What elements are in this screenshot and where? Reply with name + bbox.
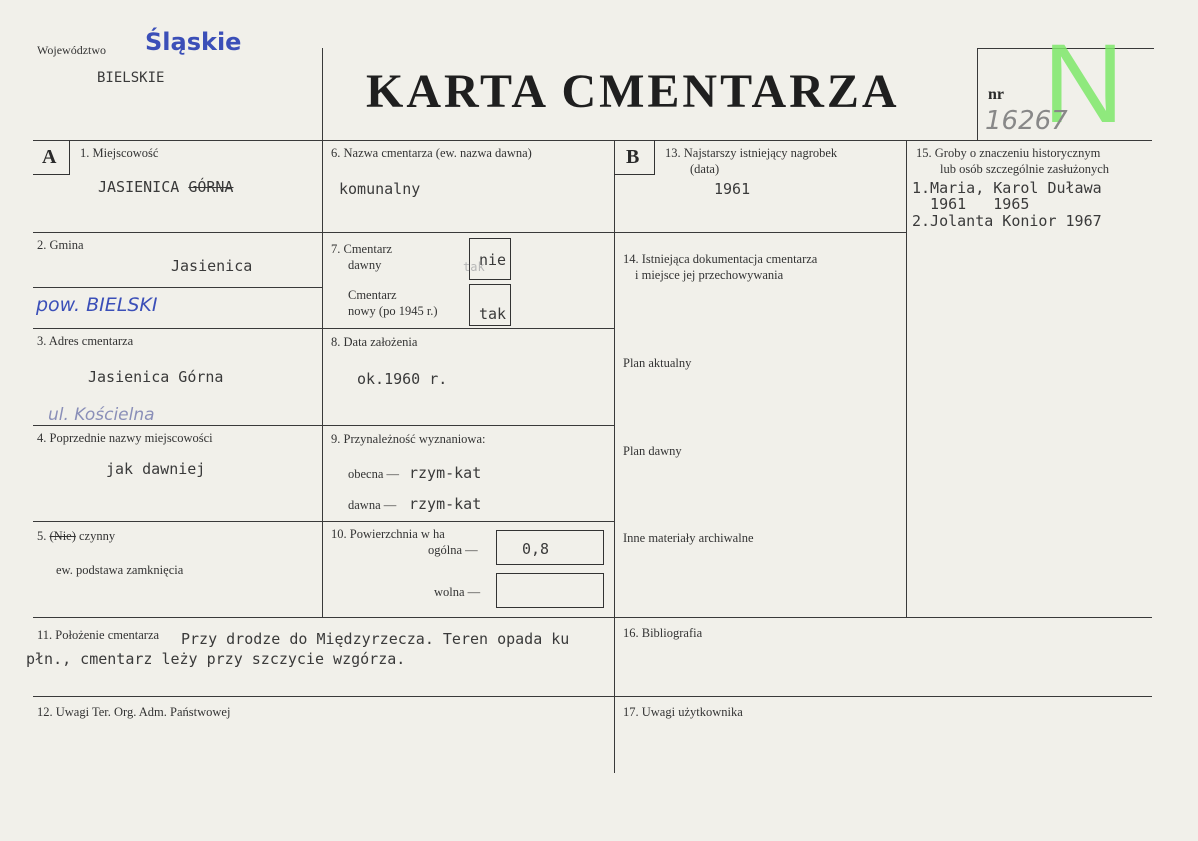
card-title: KARTA CMENTARZA xyxy=(366,65,900,118)
field-6-value: komunalny xyxy=(339,180,421,198)
field-4-label: 4. Poprzednie nazwy miejscowości xyxy=(37,431,213,445)
row-rule-1a xyxy=(33,232,614,233)
field-10-label: 10. Powierzchnia w ha xyxy=(331,527,445,541)
field-2-label: 2. Gmina xyxy=(37,238,84,252)
row-rule-2 xyxy=(33,328,614,329)
field-1-label: 1. Miejscowość xyxy=(80,146,159,160)
field-13-label: 13. Najstarszy istniejący nagrobek xyxy=(665,146,838,160)
field-7-new-label: Cmentarz xyxy=(348,288,397,302)
col-divider-2 xyxy=(614,140,615,773)
header-divider-left xyxy=(322,48,323,140)
stamp-letter-n: N xyxy=(1043,21,1124,146)
field-15-line1: 1.Maria, Karol Duława xyxy=(912,179,1102,197)
section-b-letter: B xyxy=(626,146,640,168)
field-11-label: 11. Położenie cmentarza xyxy=(37,628,160,642)
field-14-label: 14. Istniejąca dokumentacja cmentarza xyxy=(623,252,818,266)
row-rule-6 xyxy=(33,696,1152,697)
field-9-current-value: rzym-kat xyxy=(409,464,482,482)
field-13-value: 1961 xyxy=(714,180,751,198)
field-6-label: 6. Nazwa cmentarza (ew. nazwa dawna) xyxy=(331,146,532,160)
field-12-label: 12. Uwagi Ter. Org. Adm. Państwowej xyxy=(37,705,231,719)
field-5-struck: (Nie) xyxy=(49,529,76,543)
field-9-former-label: dawna — xyxy=(348,498,397,512)
field-5-label xyxy=(37,529,115,543)
voivodeship-label: Województwo xyxy=(37,43,107,57)
col-divider-1 xyxy=(322,140,323,617)
field-1-value xyxy=(98,178,233,196)
field-3-label: 3. Adres cmentarza xyxy=(37,334,134,348)
nr-label: nr xyxy=(988,86,1004,103)
field-9-former-value: rzym-kat xyxy=(409,495,482,513)
field-10-free-box xyxy=(496,573,604,608)
locality-value: JASIENICA xyxy=(98,178,180,196)
field-5-num: 5. xyxy=(37,529,47,543)
row-rule-pow xyxy=(33,287,322,288)
field-3-handwritten: ul. Kościelna xyxy=(48,405,155,425)
row-rule-3 xyxy=(33,425,614,426)
field-9-label: 9. Przynależność wyznaniowa: xyxy=(331,432,486,446)
field-7-old-ghost: tak xyxy=(463,260,485,274)
section-a-letter: A xyxy=(42,146,57,168)
field-10-free-label: wolna — xyxy=(434,585,481,599)
field-10-total-value: 0,8 xyxy=(522,540,550,558)
field-8-label: 8. Data założenia xyxy=(331,335,418,349)
field-10-total-label: ogólna — xyxy=(428,543,478,557)
field-10-total-box xyxy=(496,530,604,565)
row-rule-5 xyxy=(33,617,1152,618)
field-15-label: 15. Groby o znaczeniu historycznym xyxy=(916,146,1101,160)
field-15-label2: lub osób szczególnie zasłużonych xyxy=(940,162,1110,176)
field-16-label: 16. Bibliografia xyxy=(623,626,703,640)
header-divider-right xyxy=(977,48,978,140)
field-9-current-label: obecna — xyxy=(348,467,400,481)
field-11-line1: Przy drodze do Międzyrzecza. Teren opada ku xyxy=(181,630,570,648)
col-divider-3 xyxy=(906,140,907,617)
plan-old-label: Plan dawny xyxy=(623,444,682,458)
field-7-new-value: tak xyxy=(479,305,507,323)
field-7-old-label: 7. Cmentarz xyxy=(331,242,393,256)
field-7-old-value: nie xyxy=(479,251,507,269)
row-rule-4 xyxy=(33,521,614,522)
field-8-value: ok.1960 r. xyxy=(357,370,448,388)
plan-current-label: Plan aktualny xyxy=(623,356,692,370)
card-number: 16267 xyxy=(985,106,1068,136)
other-materials-label: Inne materiały archiwalne xyxy=(623,531,754,545)
field-13-label2: (data) xyxy=(690,162,720,176)
locality-struck: GÓRNA xyxy=(188,178,234,196)
field-3-value: Jasienica Górna xyxy=(88,368,224,386)
grid-top-rule xyxy=(33,140,1152,141)
field-2-value: Jasienica xyxy=(171,257,253,275)
field-15-line3: 2.Jolanta Konior 1967 xyxy=(912,212,1102,230)
field-7-old-label2: dawny xyxy=(348,258,382,272)
field-4-value: jak dawniej xyxy=(106,460,206,478)
field-5-rest: czynny xyxy=(79,529,116,543)
voivodeship-stamp: Śląskie xyxy=(145,28,242,56)
field-17-label: 17. Uwagi użytkownika xyxy=(623,705,743,719)
field-15-line2: 1961 1965 xyxy=(912,195,1030,213)
row-rule-1b xyxy=(614,232,906,233)
field-11-line2: płn., cmentarz leży przy szczycie wzgórza. xyxy=(26,650,406,668)
field-2-handwritten: pow. BIELSKI xyxy=(36,294,158,316)
field-14-label2: i miejsce jej przechowywania xyxy=(635,268,784,282)
field-7-new-label2: nowy (po 1945 r.) xyxy=(348,304,438,318)
voivodeship-typed: BIELSKIE xyxy=(97,70,165,86)
field-5-sub: ew. podstawa zamknięcia xyxy=(56,563,184,577)
